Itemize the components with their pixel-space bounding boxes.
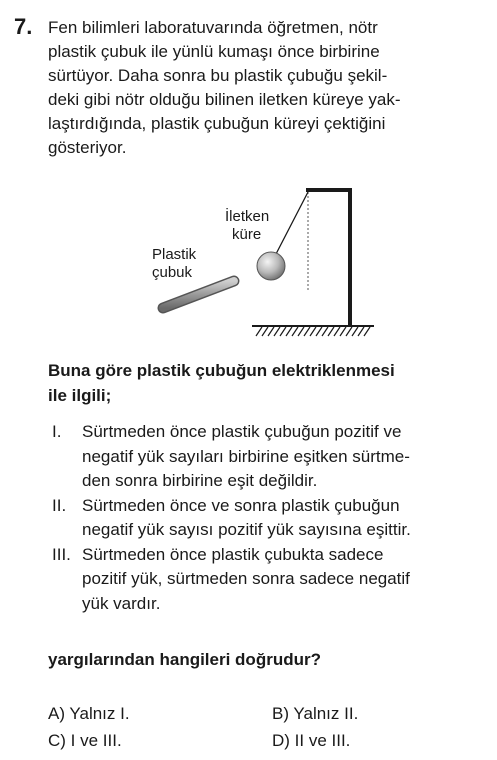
question-number: 7. — [14, 14, 33, 39]
option-a[interactable]: A) Yalnız I. — [48, 704, 130, 723]
conductive-sphere — [257, 252, 285, 280]
statement-ii — [48, 494, 493, 543]
statement-line: negatif yük sayısı pozitif yük sayısına eşittir. — [82, 520, 411, 539]
question-prompt — [48, 358, 488, 408]
statement-numeral: II. — [52, 495, 67, 515]
statement-list — [48, 420, 493, 616]
option-c[interactable]: C) I ve III. — [48, 731, 122, 750]
stem-line: Fen bilimleri laboratuvarında öğretmen, nötr — [48, 18, 378, 37]
question-stem — [48, 16, 478, 160]
experiment-figure — [148, 182, 388, 347]
stem-line: deki gibi nötr olduğu bilinen iletken küreye yak- — [48, 90, 401, 109]
sphere-label-line2: küre — [232, 226, 262, 243]
statement-line: negatif yük sayıları birbirine eşitken sürtme- — [82, 446, 410, 466]
stem-line: laştırdığında, plastik çubuğun küreyi çektiğini — [48, 114, 386, 133]
statement-line: Sürtmeden önce plastik çubuğun pozitif ve — [82, 422, 402, 441]
statement-i — [48, 420, 493, 494]
statement-line: den sonra birbirine eşit değildir. — [82, 471, 318, 490]
statement-line: Sürtmeden önce plastik çubukta sadece — [82, 544, 384, 564]
rod-label-line2: çubuk — [152, 264, 193, 281]
question-ask: yargılarından hangileri doğrudur? — [48, 650, 321, 669]
statement-line: yük vardır. — [82, 593, 161, 613]
statement-line: Sürtmeden önce ve sonra plastik çubuğun — [82, 495, 400, 515]
statement-numeral: III. — [52, 544, 71, 564]
statement-iii — [48, 543, 493, 617]
statement-numeral: I. — [52, 422, 62, 441]
prompt-line: ile ilgili; — [48, 386, 112, 405]
stem-line: sürtüyor. Daha sonra bu plastik çubuğu şekil- — [48, 66, 388, 85]
option-d[interactable]: D) II ve III. — [272, 731, 351, 750]
statement-line: pozitif yük, sürtmeden sonra sadece negatif — [82, 569, 410, 588]
prompt-line: Buna göre plastik çubuğun elektriklenmesi — [48, 361, 395, 380]
stem-line: plastik çubuk ile yünlü kumaşı önce birbirine — [48, 42, 380, 61]
thread — [276, 192, 308, 254]
option-b[interactable]: B) Yalnız II. — [272, 704, 359, 723]
rod-label-line1: Plastik — [152, 246, 197, 263]
stem-line: gösteriyor. — [48, 138, 127, 157]
ground-hatching — [256, 327, 370, 336]
sphere-label-line1: İletken — [225, 208, 270, 225]
